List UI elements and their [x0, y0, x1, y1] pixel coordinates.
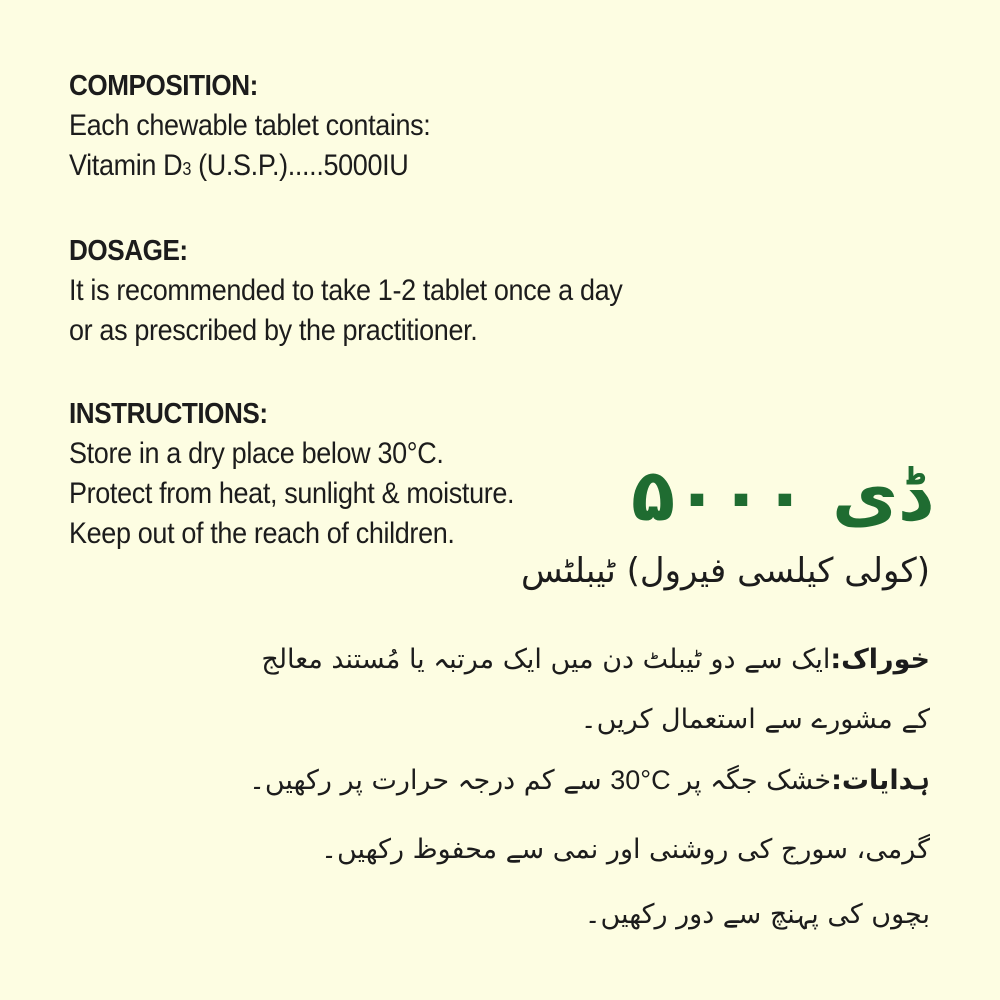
- urdu-dosage-text-1: ایک سے دو ٹیبلٹ دن میں ایک مرتبہ یا مُستند معالج: [261, 644, 831, 675]
- urdu-instructions-text-1a: خشک جگہ پر: [679, 765, 832, 796]
- urdu-instructions-text-1b: سے کم درجہ حرارت پر رکھیں۔: [249, 765, 602, 796]
- urdu-brand-subtitle: (کولی کیلسی فیرول) ٹیبلٹس: [520, 551, 930, 591]
- urdu-dosage-label: خوراک:: [830, 644, 930, 675]
- urdu-instructions-line-2: گرمی، سورج کی روشنی اور نمی سے محفوظ رکھیں۔: [321, 834, 930, 865]
- instructions-heading: INSTRUCTIONS:: [69, 398, 268, 430]
- instructions-line-1: Store in a dry place below 30°C.: [69, 437, 444, 470]
- urdu-instructions-line-3: بچوں کی پہنچ سے دور رکھیں۔: [584, 899, 930, 930]
- urdu-instructions-temperature: 30°C: [610, 765, 671, 795]
- composition-line-1: Each chewable tablet contains:: [69, 109, 431, 142]
- dosage-section: [69, 231, 689, 351]
- vitamin-prefix: Vitamin D: [69, 149, 183, 182]
- instructions-line-3: Keep out of the reach of children.: [69, 517, 455, 550]
- urdu-brand-title: ڈی ۵۰۰۰: [631, 453, 930, 537]
- urdu-instructions-line-1: [249, 750, 930, 811]
- instructions-line-2: Protect from heat, sunlight & moisture.: [69, 477, 515, 510]
- urdu-dosage-line-2: کے مشورے سے استعمال کریں۔: [580, 704, 930, 735]
- dosage-heading: DOSAGE:: [69, 235, 188, 267]
- vitamin-suffix: (U.S.P.).....5000IU: [190, 149, 409, 182]
- dosage-line-2: or as prescribed by the practitioner.: [69, 314, 478, 347]
- urdu-instructions-label: ہدایات:: [831, 765, 930, 796]
- composition-section: [69, 66, 689, 189]
- dosage-line-1: It is recommended to take 1-2 tablet once a day: [69, 274, 623, 307]
- vitamin-subscript: 3: [182, 159, 191, 179]
- composition-line-2: [69, 146, 627, 189]
- composition-heading: COMPOSITION:: [69, 70, 258, 102]
- urdu-dosage-line-1: [261, 630, 930, 690]
